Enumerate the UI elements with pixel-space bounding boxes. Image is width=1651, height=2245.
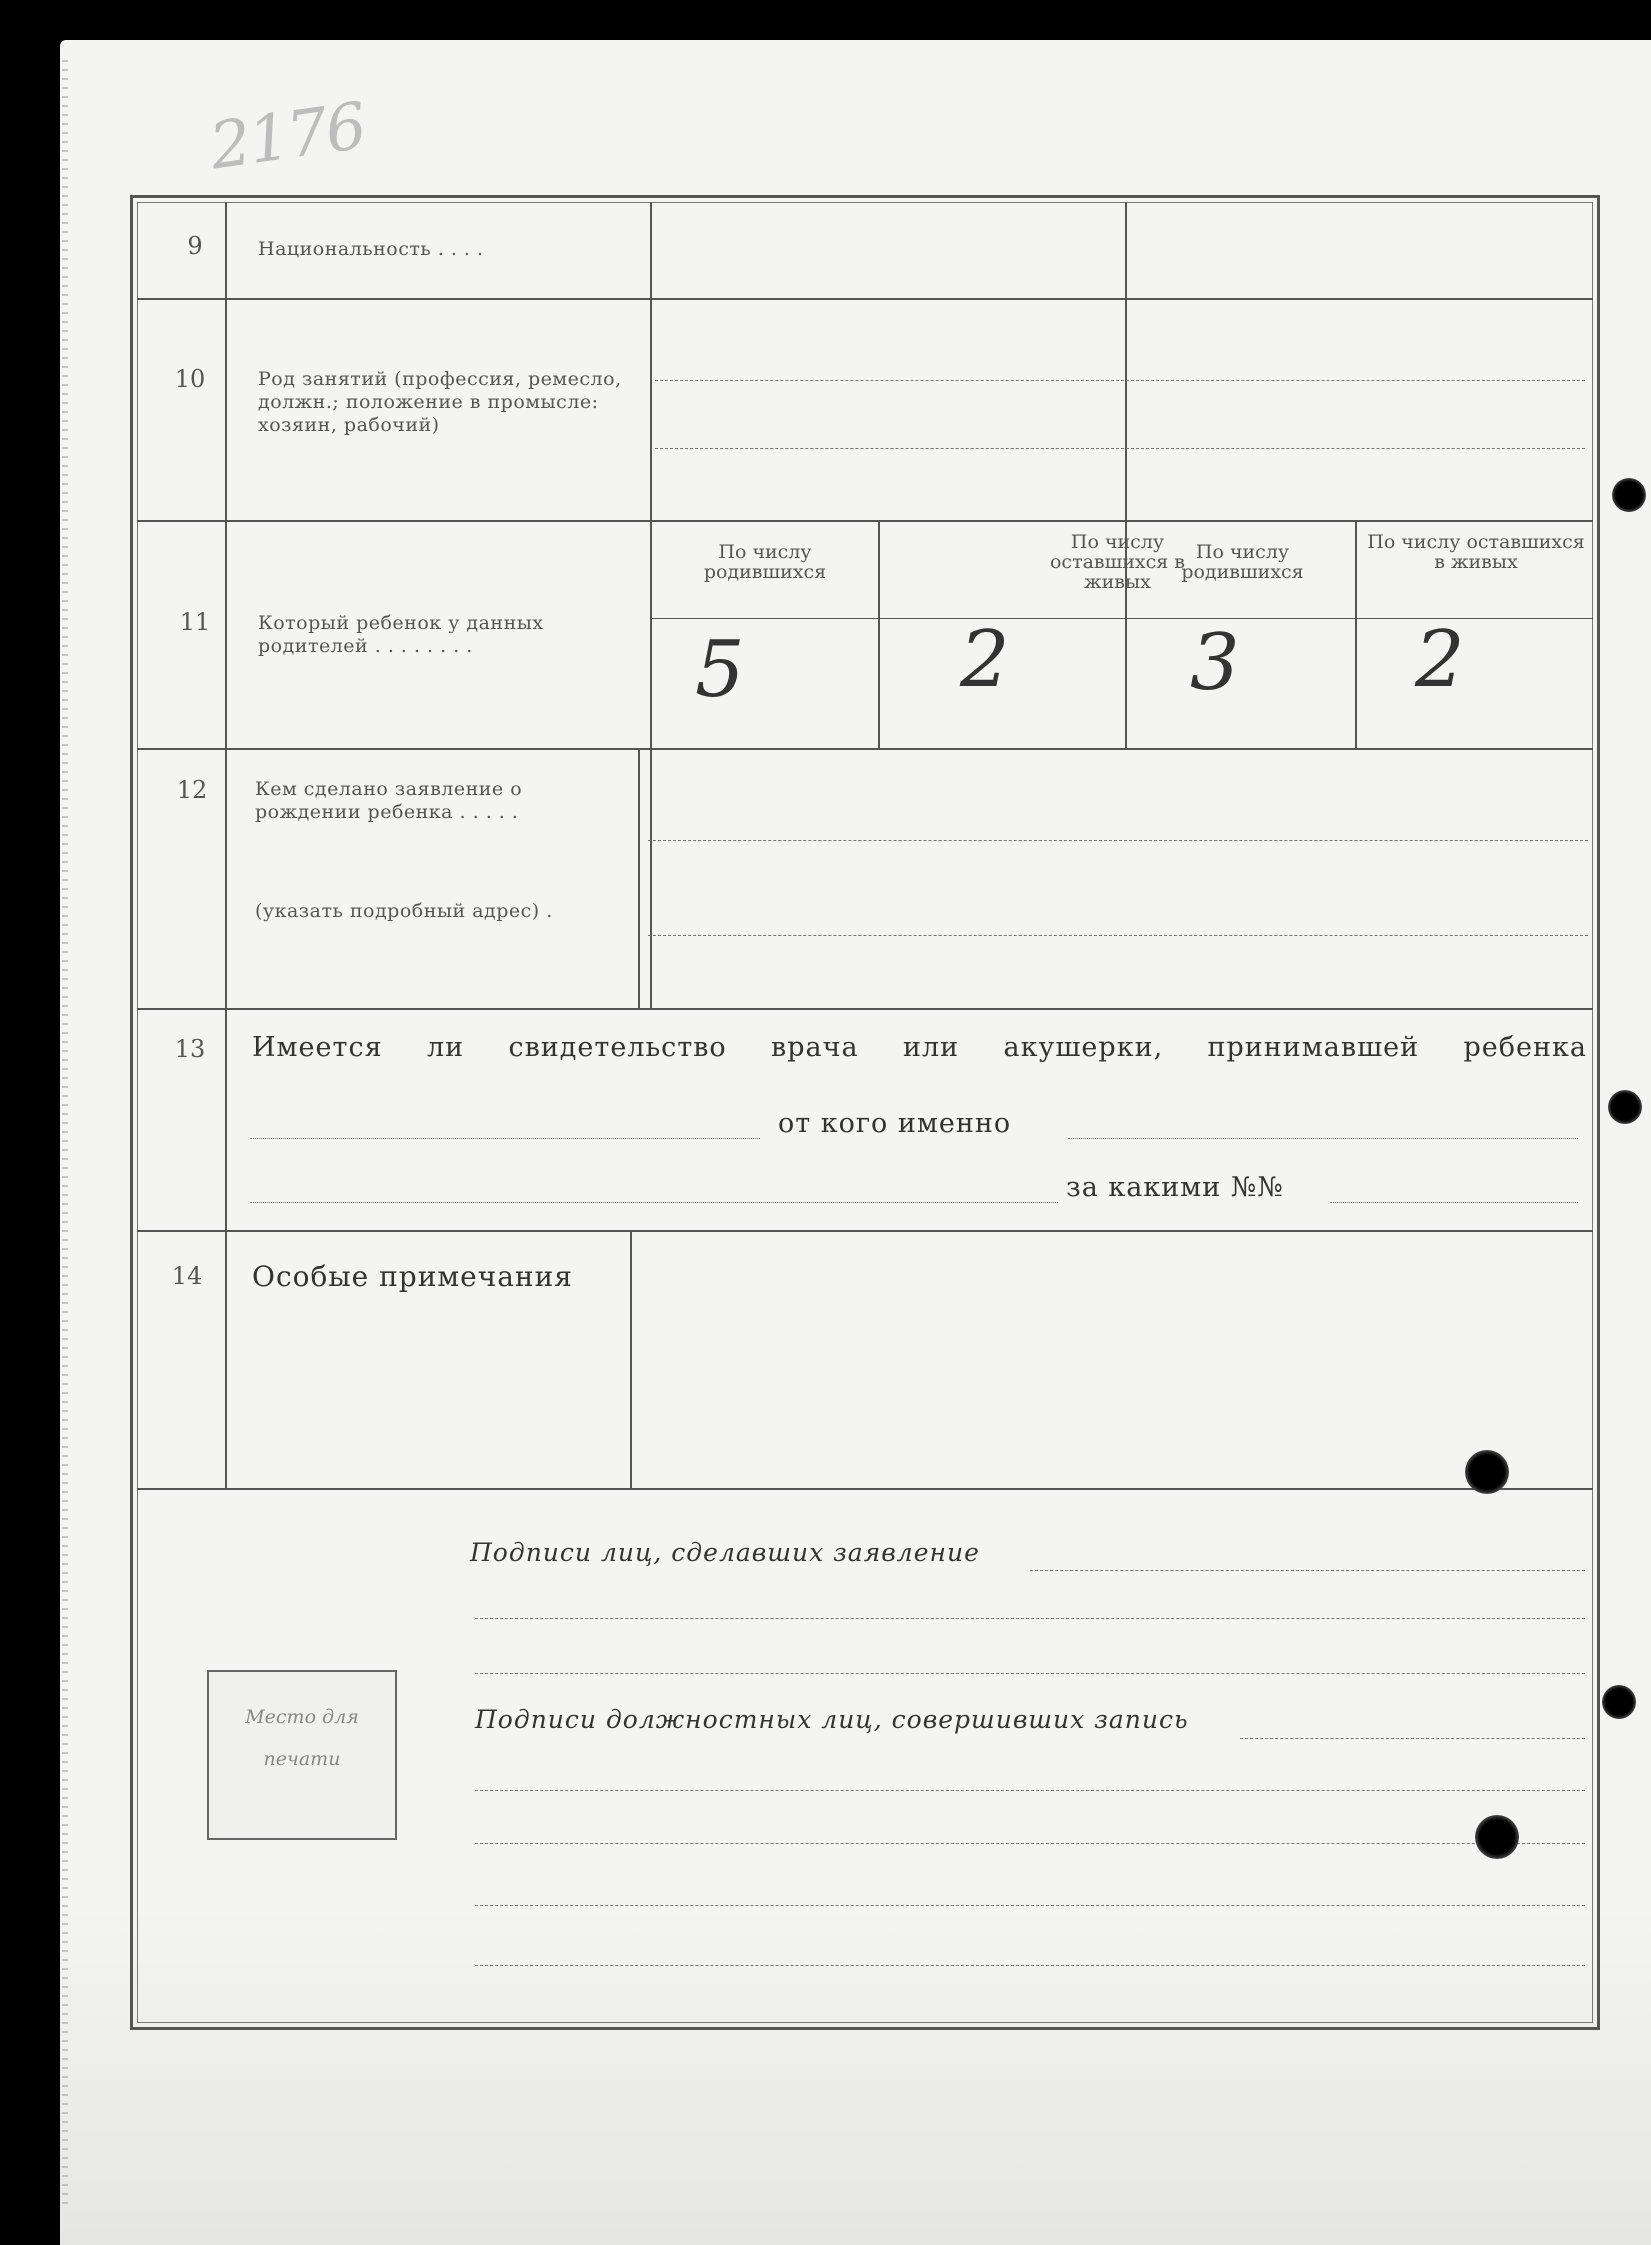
fill-line <box>655 448 1585 449</box>
child-order-label: Который ребенок у данных родителей . . . . . . . . <box>258 612 544 657</box>
born-count-value: 3 <box>1190 618 1240 708</box>
row-divider <box>137 1230 1593 1232</box>
stamp-label-line1: Место для <box>245 1706 359 1728</box>
from-whom-label: от кого именно <box>778 1108 1012 1139</box>
stamp-label-line2: печати <box>263 1748 341 1770</box>
signature-line <box>475 1905 1585 1906</box>
row-divider <box>137 520 1593 522</box>
signature-line <box>1240 1738 1585 1739</box>
punch-hole <box>1612 478 1646 512</box>
certificate-numbers-label: за какими №№ <box>1066 1172 1284 1203</box>
punch-hole <box>1602 1685 1636 1719</box>
signature-line <box>475 1673 1585 1674</box>
archive-number: 2176 <box>205 89 370 185</box>
doctor-certificate-question: Имеется ли свидетельство врача или акушерки, принимавшей ребенка <box>252 1032 1587 1063</box>
col-born-header: По числу родившихся <box>1181 541 1304 583</box>
officials-signature-label: Подписи должностных лиц, совершивших запись <box>475 1705 1189 1734</box>
nationality-label: Национальность . . . . <box>258 238 484 260</box>
col-alive-header-text: По числу оставшихся в живых <box>1049 531 1186 593</box>
fill-line <box>648 935 1588 936</box>
row-divider <box>137 1008 1593 1010</box>
fill-line <box>250 1138 760 1139</box>
signature-line <box>475 1618 1585 1619</box>
punch-hole <box>1608 1090 1642 1124</box>
occupation-label: Род занятий (профессия, ремесло, должн.; положение в промысле: хозяин, рабочий) <box>258 368 622 436</box>
row-number-14: 14 <box>171 1262 203 1290</box>
applicants-signature-label: Подписи лиц, сделавших заявление <box>470 1538 980 1567</box>
fill-line <box>1068 1138 1578 1139</box>
row-divider <box>137 298 1593 300</box>
perforated-edge <box>62 60 68 2210</box>
column-divider <box>650 202 652 1008</box>
alive-count-value: 2 <box>1415 615 1465 705</box>
signature-line <box>475 1965 1585 1966</box>
applicant-label: Кем сделано заявление о рождении ребенка . . . . . <box>255 778 523 823</box>
fill-line <box>655 380 1585 381</box>
special-notes-label: Особые примечания <box>252 1260 573 1293</box>
row-divider <box>137 748 1593 750</box>
alive-count-value: 2 <box>960 615 1010 705</box>
col-alive-header: По числу оставшихся в живых <box>1367 531 1585 573</box>
fill-line <box>648 840 1588 841</box>
signature-line <box>475 1843 1585 1844</box>
signature-line <box>1030 1570 1585 1571</box>
fill-line <box>1330 1202 1578 1203</box>
row-number-11: 11 <box>179 608 211 636</box>
column-divider <box>1355 520 1357 748</box>
stamp-placeholder-box <box>207 1670 397 1840</box>
col-born-header: По числу родившихся <box>703 541 827 583</box>
column-divider <box>878 520 880 748</box>
column-divider <box>630 1230 632 1488</box>
column-divider <box>1125 202 1127 748</box>
row-number-12: 12 <box>176 776 208 804</box>
address-hint: (указать подробный адрес) . <box>255 900 553 922</box>
row-number-10: 10 <box>174 365 206 393</box>
row-number-13: 13 <box>174 1035 206 1063</box>
fill-line <box>250 1202 1058 1203</box>
signature-line <box>475 1790 1585 1791</box>
born-count-value: 5 <box>695 625 745 715</box>
row-divider <box>137 1488 1593 1490</box>
punch-hole <box>1465 1450 1509 1494</box>
column-divider <box>225 202 227 1488</box>
row-number-9: 9 <box>187 232 203 260</box>
column-divider <box>638 748 640 1008</box>
punch-hole <box>1475 1815 1519 1859</box>
